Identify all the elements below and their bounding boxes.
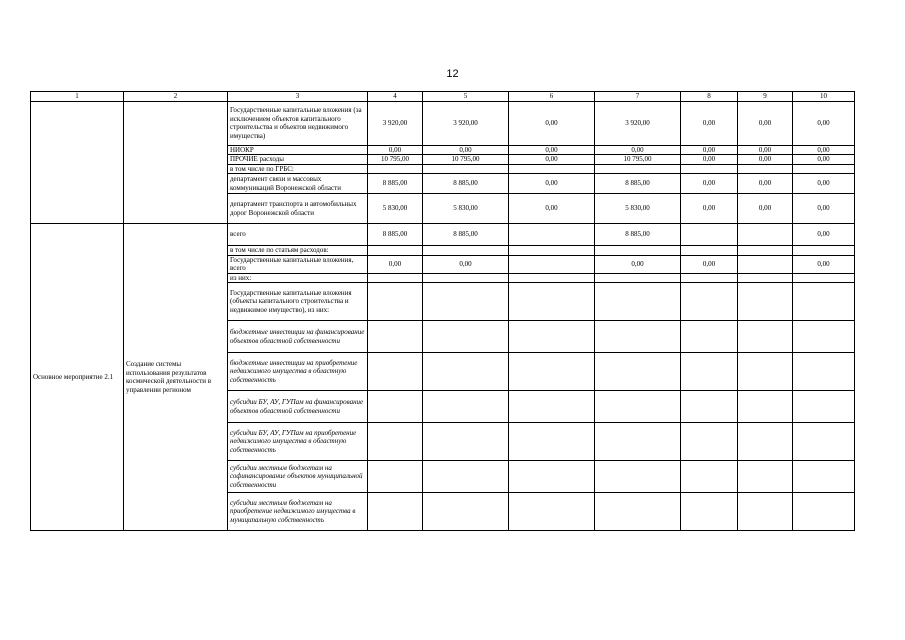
column-header: 1 <box>31 92 124 102</box>
value-cell <box>681 273 738 283</box>
value-cell: 8 885,00 <box>595 174 681 194</box>
value-cell: 8 885,00 <box>423 174 509 194</box>
row-label: из них: <box>228 273 368 283</box>
value-cell: 0,00 <box>681 174 738 194</box>
row-label: в том числе по статьям расходов: <box>228 246 368 256</box>
value-cell <box>681 493 738 531</box>
value-cell: 8 885,00 <box>423 224 509 246</box>
value-cell <box>681 164 738 174</box>
value-cell <box>509 164 595 174</box>
row-label: субсидии БУ, АУ, ГУПам на финансирование объектов областной собственности <box>228 391 368 423</box>
value-cell: 0,00 <box>509 145 595 155</box>
value-cell <box>738 493 793 531</box>
value-cell: 10 795,00 <box>423 155 509 165</box>
column-header: 10 <box>793 92 855 102</box>
value-cell <box>681 461 738 493</box>
row-label: ПРОЧИЕ расходы <box>228 155 368 165</box>
value-cell: 0,00 <box>368 255 423 273</box>
value-cell <box>368 493 423 531</box>
column-header: 6 <box>509 92 595 102</box>
column-header: 7 <box>595 92 681 102</box>
value-cell <box>793 273 855 283</box>
value-cell: 5 830,00 <box>595 194 681 224</box>
value-cell <box>368 423 423 461</box>
value-cell: 8 885,00 <box>595 224 681 246</box>
value-cell <box>509 246 595 256</box>
value-cell <box>793 423 855 461</box>
measure-name-cell <box>31 101 124 224</box>
column-header: 8 <box>681 92 738 102</box>
row-label: субсидии местным бюджетам на приобретение недвижимого имущества в муниципальную собственность <box>228 493 368 531</box>
value-cell <box>509 283 595 321</box>
row-label: департамент транспорта и автомобильных дорог Воронежской области <box>228 194 368 224</box>
value-cell: 0,00 <box>793 255 855 273</box>
value-cell <box>793 461 855 493</box>
value-cell <box>368 273 423 283</box>
value-cell: 0,00 <box>738 155 793 165</box>
budget-table <box>30 91 855 531</box>
value-cell <box>681 353 738 391</box>
value-cell: 0,00 <box>509 155 595 165</box>
value-cell: 0,00 <box>509 194 595 224</box>
value-cell <box>595 423 681 461</box>
table-row <box>31 224 855 246</box>
value-cell <box>509 353 595 391</box>
value-cell <box>595 164 681 174</box>
value-cell <box>681 391 738 423</box>
value-cell: 0,00 <box>793 174 855 194</box>
value-cell <box>793 164 855 174</box>
value-cell <box>423 461 509 493</box>
value-cell: 0,00 <box>793 224 855 246</box>
value-cell <box>509 224 595 246</box>
row-label: бюджетные инвестиции на приобретение недвижимого имущества в областную собственность <box>228 353 368 391</box>
value-cell: 3 920,00 <box>423 101 509 145</box>
value-cell: 8 885,00 <box>368 174 423 194</box>
value-cell <box>681 283 738 321</box>
value-cell <box>738 283 793 321</box>
value-cell: 0,00 <box>681 194 738 224</box>
value-cell <box>595 493 681 531</box>
value-cell <box>681 321 738 353</box>
value-cell <box>595 353 681 391</box>
value-cell <box>595 461 681 493</box>
value-cell <box>793 321 855 353</box>
value-cell <box>509 321 595 353</box>
value-cell <box>738 273 793 283</box>
value-cell <box>681 246 738 256</box>
value-cell <box>738 321 793 353</box>
value-cell <box>509 273 595 283</box>
row-label: Государственные капитальные вложения (объекты капитального строительства и недвижимое имущество), из них: <box>228 283 368 321</box>
value-cell <box>423 273 509 283</box>
value-cell: 8 885,00 <box>368 224 423 246</box>
row-label: субсидии БУ, АУ, ГУПам на приобретение недвижимого имущества в областную собственность <box>228 423 368 461</box>
value-cell <box>595 391 681 423</box>
value-cell <box>793 391 855 423</box>
value-cell <box>681 423 738 461</box>
column-header: 3 <box>228 92 368 102</box>
value-cell <box>738 353 793 391</box>
value-cell: 0,00 <box>738 145 793 155</box>
page-number: 12 <box>446 68 459 80</box>
table-row <box>31 101 855 145</box>
value-cell <box>738 246 793 256</box>
value-cell <box>738 224 793 246</box>
value-cell <box>509 423 595 461</box>
value-cell <box>368 283 423 321</box>
value-cell: 0,00 <box>793 101 855 145</box>
value-cell <box>509 493 595 531</box>
value-cell <box>423 423 509 461</box>
value-cell <box>793 353 855 391</box>
value-cell <box>423 164 509 174</box>
value-cell <box>423 493 509 531</box>
column-header: 9 <box>738 92 793 102</box>
value-cell <box>595 283 681 321</box>
value-cell: 0,00 <box>681 101 738 145</box>
value-cell: 3 920,00 <box>368 101 423 145</box>
value-cell <box>423 321 509 353</box>
row-label: департамент связи и массовых коммуникаций Воронежской области <box>228 174 368 194</box>
measure-name-cell: Основное мероприятие 2.1 <box>31 224 124 531</box>
value-cell: 0,00 <box>738 101 793 145</box>
value-cell: 0,00 <box>595 255 681 273</box>
value-cell <box>423 246 509 256</box>
row-label: в том числе по ГРБС: <box>228 164 368 174</box>
row-label: Государственные капитальные вложения, всего <box>228 255 368 273</box>
value-cell <box>595 321 681 353</box>
row-label: Государственные капитальные вложения (за исключением объектов капитального строительства и объектов недвижимого имущества) <box>228 101 368 145</box>
value-cell: 0,00 <box>681 145 738 155</box>
value-cell <box>368 461 423 493</box>
value-cell: 0,00 <box>368 145 423 155</box>
value-cell <box>509 255 595 273</box>
value-cell <box>738 423 793 461</box>
value-cell: 0,00 <box>793 194 855 224</box>
value-cell: 5 830,00 <box>368 194 423 224</box>
value-cell <box>738 164 793 174</box>
value-cell <box>423 353 509 391</box>
value-cell: 0,00 <box>738 194 793 224</box>
value-cell: 0,00 <box>738 174 793 194</box>
row-label: всего <box>228 224 368 246</box>
value-cell <box>368 321 423 353</box>
row-label: бюджетные инвестиции на финансирование объектов областной собственности <box>228 321 368 353</box>
value-cell <box>793 246 855 256</box>
value-cell: 0,00 <box>793 145 855 155</box>
value-cell <box>509 461 595 493</box>
value-cell <box>423 283 509 321</box>
row-label: субсидии местным бюджетам на софинансирование объектов муниципальной собственности <box>228 461 368 493</box>
value-cell <box>738 255 793 273</box>
value-cell <box>793 493 855 531</box>
value-cell <box>738 461 793 493</box>
value-cell <box>793 283 855 321</box>
value-cell: 0,00 <box>681 155 738 165</box>
value-cell <box>595 246 681 256</box>
value-cell: 0,00 <box>595 145 681 155</box>
header-row <box>31 92 855 102</box>
value-cell <box>595 273 681 283</box>
value-cell <box>738 391 793 423</box>
column-header: 2 <box>124 92 228 102</box>
value-cell: 0,00 <box>509 174 595 194</box>
value-cell <box>368 164 423 174</box>
value-cell: 3 920,00 <box>595 101 681 145</box>
measure-title-cell: Создание системы использования результатов космической деятельности в управлении регионом <box>124 224 228 531</box>
value-cell <box>681 224 738 246</box>
value-cell: 0,00 <box>423 145 509 155</box>
value-cell: 0,00 <box>509 101 595 145</box>
column-header: 4 <box>368 92 423 102</box>
value-cell <box>368 391 423 423</box>
value-cell: 10 795,00 <box>368 155 423 165</box>
value-cell <box>423 391 509 423</box>
value-cell: 0,00 <box>423 255 509 273</box>
column-header: 5 <box>423 92 509 102</box>
value-cell: 10 795,00 <box>595 155 681 165</box>
row-label: НИОКР <box>228 145 368 155</box>
value-cell: 0,00 <box>681 255 738 273</box>
value-cell <box>509 391 595 423</box>
measure-title-cell <box>124 101 228 224</box>
value-cell <box>368 246 423 256</box>
value-cell <box>368 353 423 391</box>
value-cell: 0,00 <box>793 155 855 165</box>
value-cell: 5 830,00 <box>423 194 509 224</box>
